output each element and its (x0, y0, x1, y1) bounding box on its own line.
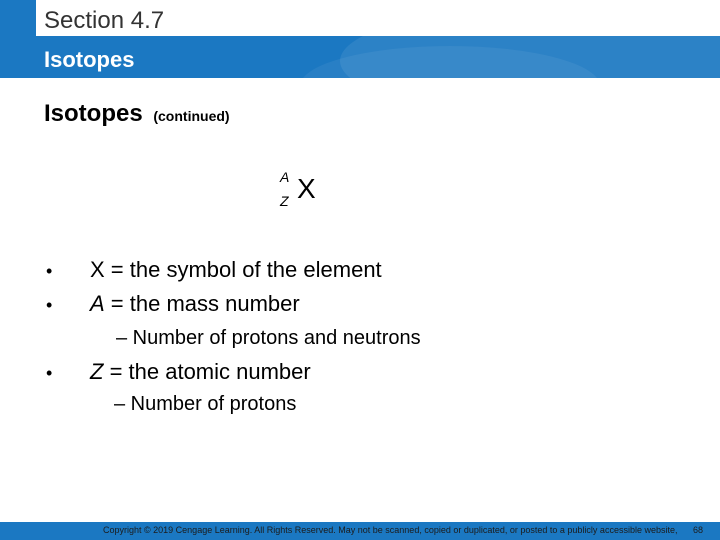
bullet-variable: A (90, 291, 105, 316)
bullet-text-rest: = the atomic number (103, 359, 311, 384)
element-symbol: X (297, 173, 316, 204)
slide-title-suffix: (continued) (153, 108, 230, 124)
mass-number-symbol: A (280, 169, 290, 185)
bullet-text: X = the symbol of the element (90, 257, 382, 282)
bullet-variable: Z (90, 359, 104, 384)
slide-title-text: Isotopes (44, 100, 143, 127)
atomic-number-symbol: Z (280, 193, 289, 209)
bullet-marker: • (46, 295, 53, 315)
section-label: Section 4.7 (44, 7, 165, 34)
copyright-notice: Copyright © 2019 Cengage Learning. All Rights Reserved. May not be scanned, copied or duplicated, or posted to a publicly accessible website, (103, 525, 678, 535)
header-accent-block (0, 0, 36, 36)
page-number: 68 (693, 525, 704, 535)
sub-bullet-text: – Number of protons and neutrons (116, 327, 421, 349)
bullet-text (90, 291, 300, 317)
bullet-marker: • (46, 261, 53, 281)
bullet-marker: • (46, 363, 53, 383)
slide-title (44, 100, 230, 130)
isotope-notation (278, 166, 338, 216)
bullet-text-rest: = the mass number (104, 291, 300, 316)
bullet-text (90, 359, 311, 385)
sub-bullet-text: – Number of protons (114, 393, 297, 415)
header-title: Isotopes (44, 47, 135, 72)
